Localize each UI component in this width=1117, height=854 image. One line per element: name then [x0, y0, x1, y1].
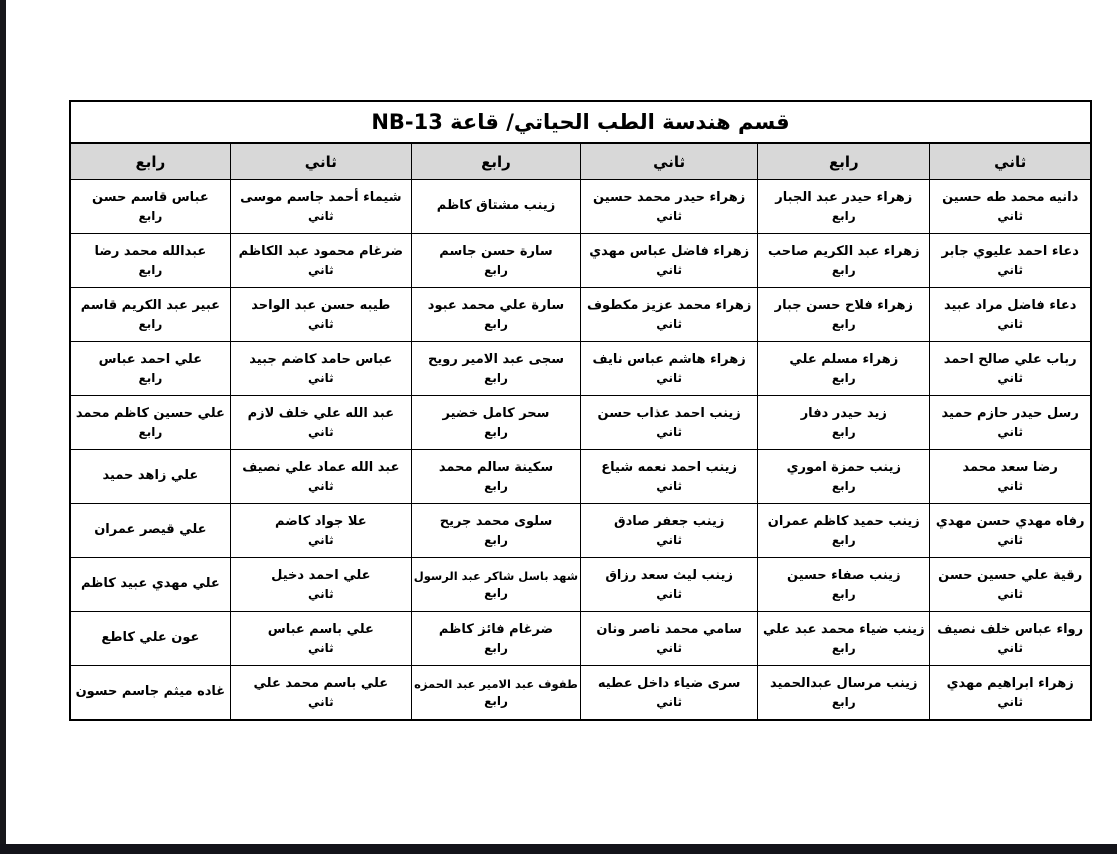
student-cell	[70, 504, 230, 558]
table-row	[70, 342, 1091, 396]
student-stage-label: رابع	[831, 370, 856, 385]
student-cell	[581, 342, 758, 396]
student-stage-label: رابع	[484, 585, 508, 600]
student-cell	[581, 612, 758, 666]
student-name: سلوى محمد جريح	[439, 513, 553, 529]
student-cell	[930, 450, 1091, 504]
student-cell	[411, 450, 580, 504]
student-stage-label: رابع	[138, 262, 163, 277]
student-stage-label: ثاني	[656, 316, 682, 331]
student-stage-label: ثاني	[308, 370, 334, 385]
student-cell	[70, 612, 230, 666]
column-header-stage: ثاني	[930, 143, 1091, 180]
exam-hall-roster-table	[69, 100, 1092, 721]
student-stage-label: رابع	[831, 262, 856, 277]
student-cell	[758, 450, 930, 504]
student-name: شهد باسل شاكر عبد الرسول	[413, 569, 579, 584]
student-name: علي مهدي عبيد كاظم	[80, 576, 220, 592]
student-name: علي احمد دخيل	[271, 567, 371, 583]
student-stage-label: رابع	[831, 424, 856, 439]
student-name: دعاء فاضل مراد عبيد	[943, 297, 1077, 313]
student-cell	[230, 558, 411, 612]
student-name: سارة علي محمد عبود	[427, 297, 565, 313]
column-header-stage: رابع	[70, 143, 230, 180]
student-cell	[70, 234, 230, 288]
student-cell	[411, 288, 580, 342]
student-name: عبدالله محمد رضا	[94, 243, 207, 259]
student-cell	[581, 180, 758, 234]
student-stage-label: رابع	[484, 693, 508, 708]
student-name: سارة حسن جاسم	[439, 243, 553, 259]
student-cell	[230, 504, 411, 558]
student-stage-label: رابع	[831, 586, 856, 601]
scan-edge-left	[0, 0, 6, 854]
student-stage-label: رابع	[484, 640, 508, 655]
student-stage-label: رابع	[484, 262, 508, 277]
student-cell	[70, 558, 230, 612]
student-cell	[411, 342, 580, 396]
student-cell	[411, 504, 580, 558]
student-stage-label: رابع	[831, 694, 856, 709]
table-title-row	[70, 101, 1091, 143]
column-header-stage: رابع	[411, 143, 580, 180]
student-stage-label: رابع	[831, 532, 856, 547]
student-name: سامي محمد ناصر ونان	[596, 621, 742, 637]
student-name: زيد حيدر دفار	[800, 405, 887, 421]
student-stage-label: ثاني	[656, 370, 682, 385]
student-cell	[758, 666, 930, 721]
student-cell	[70, 180, 230, 234]
student-cell	[230, 180, 411, 234]
student-cell	[581, 288, 758, 342]
student-cell	[581, 666, 758, 721]
student-stage-label: ثاني	[656, 586, 682, 601]
student-name: زهراء فلاح حسن جبار	[774, 297, 913, 313]
student-stage-label: ثاني	[997, 478, 1024, 493]
student-name: دعاء احمد عليوي جابر	[941, 243, 1079, 259]
student-stage-label: رابع	[484, 316, 508, 331]
table-row	[70, 288, 1091, 342]
student-name: عباس قاسم حسن	[92, 189, 209, 205]
student-cell	[70, 450, 230, 504]
student-cell	[230, 234, 411, 288]
student-stage-label: رابع	[831, 478, 856, 493]
table-row	[70, 180, 1091, 234]
student-name: زينب احمد نعمه شياع	[601, 459, 737, 475]
table-row	[70, 504, 1091, 558]
student-name: زينب احمد عذاب حسن	[597, 405, 741, 421]
student-name: طيبه حسن عبد الواحد	[251, 297, 391, 313]
student-name: زهراء هاشم عباس نايف	[592, 351, 746, 367]
student-stage-label: ثاني	[656, 208, 682, 223]
student-cell	[230, 288, 411, 342]
student-stage-label: رابع	[138, 316, 163, 331]
student-stage-label: رابع	[138, 208, 163, 223]
student-stage-label: ثاني	[997, 640, 1024, 655]
student-name: زهراء حيدر محمد حسين	[593, 189, 746, 205]
student-stage-label: ثاني	[308, 694, 334, 709]
student-name: زينب ليث سعد رزاق	[605, 567, 733, 583]
student-cell	[930, 504, 1091, 558]
student-stage-label: ثاني	[656, 532, 682, 547]
student-name: زينب حميد كاظم عمران	[767, 513, 920, 529]
student-name: طفوف عبد الامير عبد الحمزه	[414, 677, 578, 692]
student-name: علي زاهد حميد	[102, 468, 199, 484]
student-cell	[411, 558, 580, 612]
student-cell	[581, 504, 758, 558]
column-header-stage: ثاني	[230, 143, 411, 180]
student-name: سكينة سالم محمد	[438, 459, 554, 475]
student-stage-label: ثاني	[997, 424, 1024, 439]
student-cell	[758, 342, 930, 396]
column-header-stage: رابع	[758, 143, 930, 180]
student-name: علي احمد عباس	[98, 351, 203, 367]
student-cell	[758, 234, 930, 288]
student-cell	[581, 396, 758, 450]
column-header-stage: ثاني	[581, 143, 758, 180]
student-name: عون علي كاطع	[101, 630, 200, 646]
student-cell	[758, 180, 930, 234]
student-cell	[758, 504, 930, 558]
student-stage-label: ثاني	[308, 316, 334, 331]
student-name: زينب مشتاق كاظم	[436, 198, 556, 214]
student-name: سرى ضياء داخل عطيه	[597, 675, 741, 691]
student-name: زينب مرسال عبدالحميد	[770, 675, 918, 691]
student-cell	[758, 396, 930, 450]
student-name: عبد الله علي خلف لازم	[247, 405, 395, 421]
student-name: زينب حمزة اموري	[786, 459, 901, 475]
student-stage-label: رابع	[831, 208, 856, 223]
student-name: زينب ضياء محمد عبد علي	[762, 621, 925, 637]
student-cell	[411, 234, 580, 288]
student-name: علي باسم محمد علي	[253, 675, 389, 691]
student-cell	[411, 396, 580, 450]
student-stage-label: ثاني	[308, 532, 334, 547]
student-stage-label: ثاني	[308, 586, 334, 601]
student-name: عباس حامد كاضم جبيد	[249, 351, 393, 367]
student-name: ضرغام فائز كاظم	[438, 621, 554, 637]
student-name: علي حسين كاظم محمد	[75, 405, 225, 421]
student-stage-label: ثاني	[308, 478, 334, 493]
student-name: زهراء ابراهيم مهدي	[946, 675, 1074, 691]
student-name: رفاه مهدي حسن مهدي	[935, 513, 1085, 529]
student-cell	[230, 612, 411, 666]
student-cell	[581, 234, 758, 288]
student-name: علي باسم عباس	[267, 621, 374, 637]
student-cell	[930, 234, 1091, 288]
student-stage-label: رابع	[484, 532, 508, 547]
student-cell	[930, 558, 1091, 612]
student-name: زهراء مسلم علي	[789, 351, 899, 367]
student-stage-label: ثاني	[997, 316, 1024, 331]
student-stage-label: رابع	[138, 370, 163, 385]
student-name: رضا سعد محمد	[962, 459, 1058, 475]
student-name: زهراء حيدر عبد الجبار	[775, 189, 913, 205]
student-cell	[930, 666, 1091, 721]
student-stage-label: ثاني	[656, 424, 682, 439]
student-cell	[930, 288, 1091, 342]
student-stage-label: ثاني	[308, 640, 334, 655]
table-row	[70, 666, 1091, 721]
table-header-row	[70, 143, 1091, 180]
student-name: سحر كامل خضير	[442, 405, 550, 421]
student-stage-label: رابع	[831, 316, 856, 331]
student-stage-label: ثاني	[997, 208, 1024, 223]
student-name: دانيه محمد طه حسين	[942, 189, 1079, 205]
student-stage-label: رابع	[138, 424, 163, 439]
student-name: غاده ميثم جاسم حسون	[75, 684, 226, 700]
table-row	[70, 450, 1091, 504]
scan-edge-bottom	[0, 844, 1117, 854]
table-row	[70, 558, 1091, 612]
student-cell	[930, 612, 1091, 666]
student-cell	[70, 342, 230, 396]
student-stage-label: ثاني	[997, 586, 1024, 601]
student-cell	[70, 666, 230, 721]
student-cell	[930, 396, 1091, 450]
student-name: عبد الله عماد علي نصيف	[242, 459, 400, 475]
student-cell	[581, 558, 758, 612]
student-name: علي قيصر عمران	[94, 522, 207, 538]
student-stage-label: ثاني	[656, 694, 682, 709]
student-name: زهراء محمد عزيز مكطوف	[586, 297, 752, 313]
student-name: رباب علي صالح احمد	[943, 351, 1077, 367]
student-cell	[581, 450, 758, 504]
student-stage-label: رابع	[831, 640, 856, 655]
student-name: عبير عبد الكريم قاسم	[80, 297, 221, 313]
roster-body	[70, 180, 1091, 721]
student-stage-label: ثاني	[656, 640, 682, 655]
student-cell	[230, 396, 411, 450]
student-stage-label: ثاني	[308, 424, 334, 439]
student-cell	[230, 342, 411, 396]
student-name: زينب جعفر صادق	[613, 513, 725, 529]
student-cell	[411, 180, 580, 234]
page-title: قسم هندسة الطب الحياتي/ قاعة NB-13	[70, 101, 1091, 143]
student-name: ضرغام محمود عبد الكاظم	[238, 243, 404, 259]
student-cell	[411, 612, 580, 666]
student-stage-label: ثاني	[997, 532, 1024, 547]
student-cell	[70, 396, 230, 450]
student-cell	[411, 666, 580, 721]
student-cell	[758, 288, 930, 342]
student-stage-label: ثاني	[997, 262, 1024, 277]
student-name: رواء عباس خلف نصيف	[937, 621, 1084, 637]
student-cell	[70, 288, 230, 342]
student-stage-label: رابع	[484, 424, 508, 439]
student-stage-label: ثاني	[656, 478, 682, 493]
student-cell	[930, 342, 1091, 396]
student-name: شيماء أحمد جاسم موسى	[240, 189, 402, 205]
student-name: رقية علي حسين حسن	[938, 567, 1083, 583]
student-stage-label: ثاني	[656, 262, 682, 277]
student-stage-label: ثاني	[308, 262, 334, 277]
student-stage-label: رابع	[484, 370, 508, 385]
student-name: زينب صفاء حسين	[787, 567, 901, 583]
student-name: زهراء عبد الكريم صاحب	[767, 243, 920, 259]
table-row	[70, 234, 1091, 288]
student-cell	[758, 558, 930, 612]
student-stage-label: ثاني	[308, 208, 334, 223]
student-cell	[930, 180, 1091, 234]
table-row	[70, 396, 1091, 450]
student-name: سجى عبد الامير رويح	[428, 351, 564, 367]
table-row	[70, 612, 1091, 666]
student-name: علا جواد كاضم	[275, 513, 367, 529]
student-stage-label: ثاني	[997, 370, 1024, 385]
student-cell	[758, 612, 930, 666]
student-name: رسل حيدر حازم حميد	[941, 405, 1079, 421]
student-cell	[230, 666, 411, 721]
student-name: زهراء فاضل عباس مهدي	[589, 243, 750, 259]
student-stage-label: ثاني	[997, 694, 1024, 709]
student-cell	[230, 450, 411, 504]
student-stage-label: رابع	[484, 478, 508, 493]
